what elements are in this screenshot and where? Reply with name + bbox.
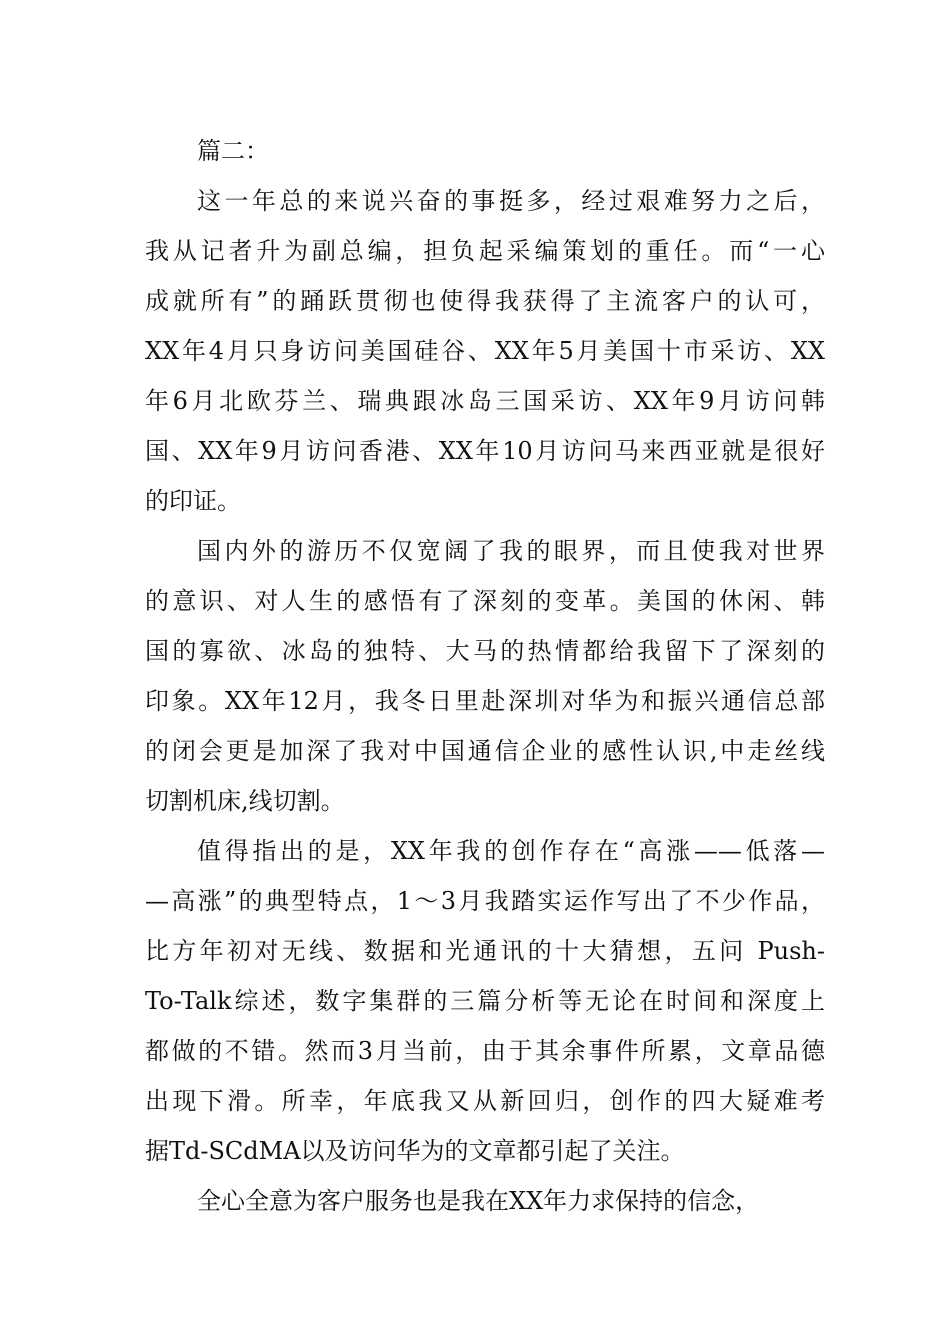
paragraph-1-line-5: 年6月北欧芬兰、瑞典跟冰岛三国采访、XX年9月访问韩: [145, 387, 825, 415]
paragraph-2-line-5: 的闭会更是加深了我对中国通信企业的感性认识,中走丝线: [145, 737, 825, 765]
paragraph-2-line-2: 的意识、对人生的感悟有了深刻的变革。美国的休闲、韩: [145, 587, 825, 615]
document-body: [145, 126, 825, 1226]
paragraph-3-line-3: 比方年初对无线、数据和光通讯的十大猜想，五问 Push-: [145, 937, 825, 965]
paragraph-3-line-4: To-Talk综述，数字集群的三篇分析等无论在时间和深度上: [145, 987, 825, 1015]
paragraph-2-line-3: 国的寡欲、冰岛的独特、大马的热情都给我留下了深刻的: [145, 637, 825, 665]
paragraph-1-line-6: 国、XX年9月访问香港、XX年10月访问马来西亚就是很好: [145, 437, 825, 465]
paragraph-2-line-4: 印象。XX年12月，我冬日里赴深圳对华为和振兴通信总部: [145, 687, 825, 715]
paragraph-3-line-2: —高涨”的典型特点，1～3月我踏实运作写出了不少作品，: [145, 887, 825, 915]
paragraph-2-line-1: 国内外的游历不仅宽阔了我的眼界，而且使我对世界: [197, 537, 825, 565]
paragraph-1-line-7: 的印证。: [145, 487, 241, 515]
paragraph-3-line-1: 值得指出的是，XX年我的创作存在“高涨——低落—: [197, 837, 825, 865]
paragraph-4-line-1: 全心全意为客户服务也是我在XX年力求保持的信念，: [197, 1187, 760, 1215]
paragraph-3-line-5: 都做的不错。然而3月当前，由于其余事件所累，文章品德: [145, 1037, 825, 1065]
paragraph-3-line-6: 出现下滑。所幸，年底我又从新回归，创作的四大疑难考: [145, 1087, 825, 1115]
paragraph-1-line-4: XX年4月只身访问美国硅谷、XX年5月美国十市采访、XX: [145, 337, 825, 365]
paragraph-2-line-6: 切割机床,线切割。: [145, 787, 345, 815]
paragraph-1-line-3: 成就所有”的踊跃贯彻也使得我获得了主流客户的认可，: [145, 287, 825, 315]
paragraph-3-line-7: 据Td-SCdMA以及访问华为的文章都引起了关注。: [145, 1137, 685, 1165]
section-heading: 篇二：: [197, 137, 269, 165]
paragraph-1-line-1: 这一年总的来说兴奋的事挺多，经过艰难努力之后，: [197, 187, 825, 215]
paragraph-1-line-2: 我从记者升为副总编，担负起采编策划的重任。而“一心: [145, 237, 825, 265]
